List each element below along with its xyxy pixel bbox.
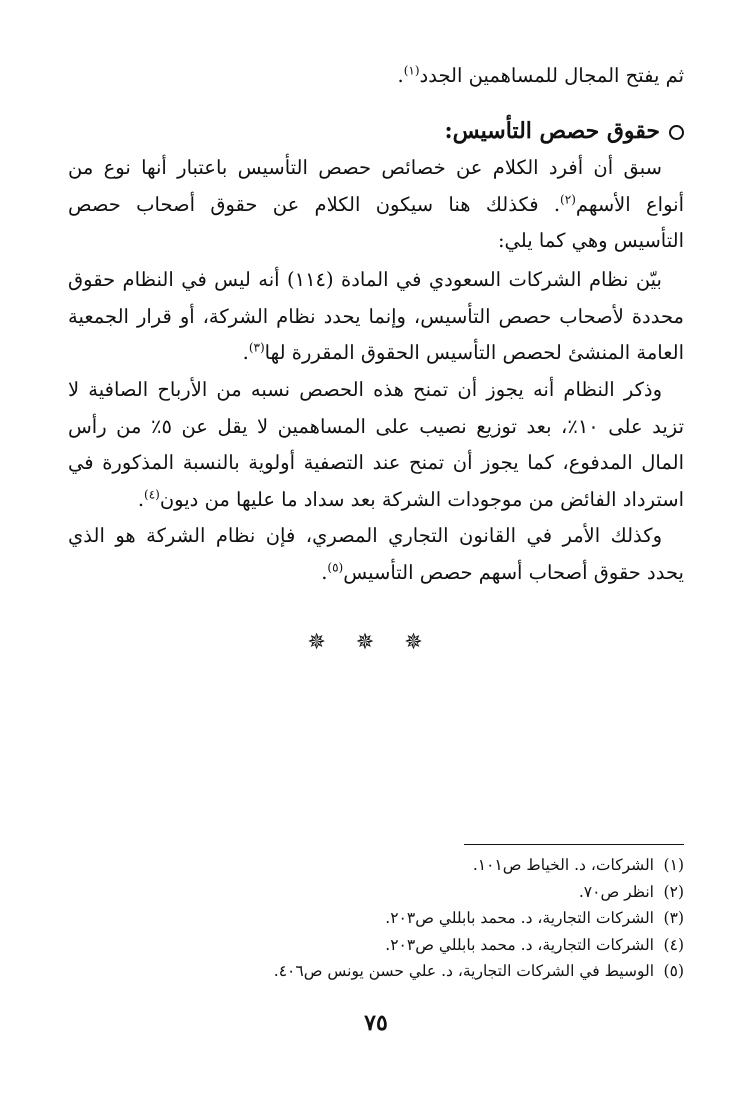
footnote-ref-1[interactable]: (١): [403, 63, 420, 78]
paragraph-1-cont: [68, 187, 684, 224]
footnote-number: (١): [663, 856, 684, 874]
footnote-item: [68, 879, 684, 906]
paragraph-4-line-2: يحدد حقوق أصحاب أسهم حصص التأسيس: [343, 560, 684, 584]
heading-text: حقوق حصص التأسيس:: [444, 118, 660, 144]
paragraph-1-line-1: سبق أن أفرد الكلام عن خصائص حصص التأسيس باعتبار أنها نوع من: [68, 156, 662, 179]
paragraph-2-line-2: محددة لأصحاب حصص التأسيس، وإنما يحدد نظام الشركة، أو قرار الجمعية: [68, 304, 684, 328]
paragraph-2-end: [68, 335, 684, 372]
footnote-item: [68, 932, 684, 959]
section-separator: [0, 628, 752, 658]
paragraph-2-line-3: العامة المنشئ لحصص التأسيس الحقوق المقررة لها: [264, 341, 684, 364]
intro-line: [68, 58, 684, 95]
star-ornament-icon: ✵: [355, 630, 397, 655]
paragraph-3-line-1: وذكر النظام أنه يجوز أن تمنح هذه الحصص نسبه من الأرباح الصافية لا: [68, 378, 662, 401]
paragraph-4-line-2-end: .: [321, 560, 328, 584]
paragraph-3-line-4: استرداد الفائض من موجودات الشركة بعد سداد ما عليها من ديون: [159, 487, 684, 511]
footnote-text: الشركات، د. الخياط ص١٠١.: [472, 856, 654, 874]
paragraph-3-line-2: تزيد على ١٠٪، بعد توزيع نصيب على المساهمين لا يقل عن ٥٪ من رأس: [68, 414, 684, 438]
paragraph-3-end: [68, 482, 684, 519]
footnote-text: الوسيط في الشركات التجارية، د. علي حسن يونس ص٤٠٦.: [273, 962, 654, 980]
footnote-divider: [464, 844, 684, 845]
paragraph-2-cont: [68, 299, 684, 336]
section-heading: [68, 111, 684, 151]
paragraph-3-line-3: المال المدفوع، كما يجوز أن تمنح عند التصفية أولوية بالنسبة المذكورة في: [68, 451, 684, 474]
intro-text: ثم يفتح المجال للمساهمين الجدد: [419, 64, 684, 87]
footnote-number: (٣): [663, 909, 684, 927]
footnote-ref-5[interactable]: (٥): [327, 560, 344, 574]
star-ornament-icon: ✵: [307, 630, 348, 655]
paragraph-3-cont-2: [68, 445, 684, 482]
page-number: ٧٥: [364, 1010, 388, 1036]
paragraph-1-line-3: التأسيس وهي كما يلي:: [497, 229, 684, 252]
footnote-text: الشركات التجارية، د. محمد بابللي ص٢٠٣.: [385, 909, 654, 927]
footnote-text: انظر ص٧٠.: [578, 882, 654, 901]
paragraph-1-end: [68, 223, 684, 260]
footnote-number: (٤): [663, 935, 684, 954]
paragraph-3-line-4-end: .: [137, 487, 145, 511]
paragraph-1-line-2b: . فكذلك هنا سيكون الكلام عن حقوق أصحاب حصص: [68, 192, 561, 216]
paragraph-4-line-1: وكذلك الأمر في القانون التجاري المصري، فإن نظام الشركة هو الذي: [68, 524, 662, 547]
footnote-item: [68, 852, 684, 879]
footnote-ref-3[interactable]: (٣): [248, 340, 265, 355]
footnotes-list: [68, 852, 684, 985]
circle-bullet-icon: [669, 125, 684, 140]
paragraph-1: [68, 150, 684, 187]
footnote-item: [68, 905, 684, 932]
footnote-ref-2[interactable]: (٢): [560, 192, 576, 206]
footnote-number: (٢): [663, 882, 684, 901]
footnote-text: الشركات التجارية، د. محمد بابللي ص٢٠٣.: [385, 935, 654, 954]
footnote-number: (٥): [663, 962, 684, 980]
paragraph-4-end: [68, 555, 684, 592]
paragraph-2: [68, 262, 684, 299]
paragraph-3-cont-1: [68, 409, 684, 446]
footnote-ref-4[interactable]: (٤): [144, 487, 160, 501]
paragraph-2-line-3-end: .: [242, 341, 249, 364]
paragraph-3: [68, 372, 684, 409]
footnote-item: [68, 958, 684, 985]
intro-end: .: [397, 64, 404, 87]
paragraph-4: [68, 518, 684, 555]
star-ornament-icon: ✵: [404, 630, 445, 655]
paragraph-2-line-1: بيّن نظام الشركات السعودي في المادة (١١٤) أنه ليس في النظام حقوق: [68, 268, 662, 291]
paragraph-1-line-2a: أنواع الأسهم: [575, 192, 685, 216]
